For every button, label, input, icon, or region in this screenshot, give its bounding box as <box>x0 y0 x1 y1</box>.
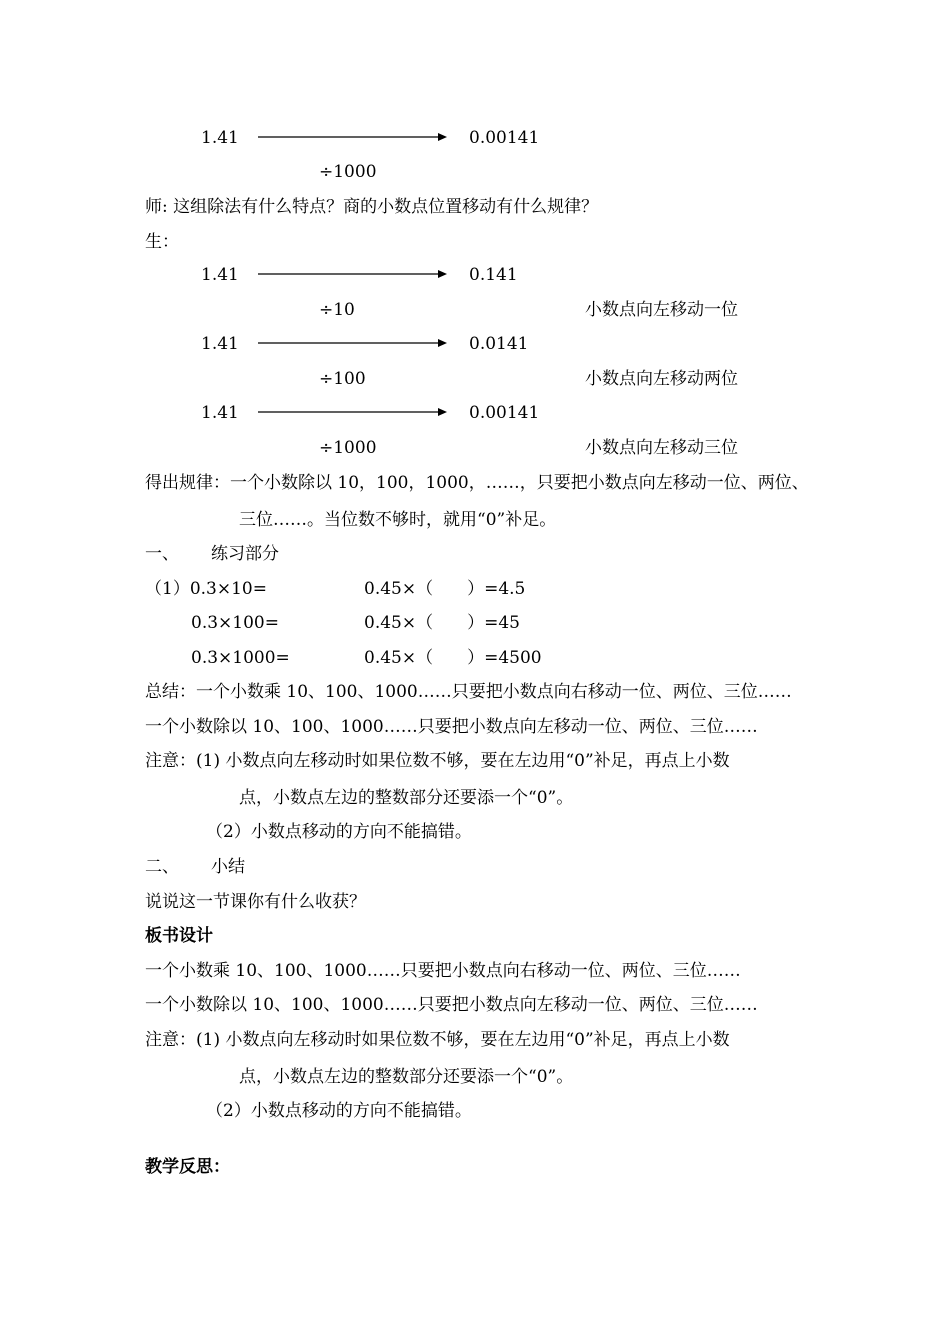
row3-num: 1.41 <box>201 403 239 423</box>
summary-line1: 总结：一个小数乘 10、100、1000……只要把小数点向右移动一位、两位、三位…… <box>145 682 792 702</box>
board-note2: （2）小数点移动的方向不能搞错。 <box>206 1101 472 1121</box>
arrow-right-icon <box>258 407 448 417</box>
row2-result: 0.0141 <box>469 334 529 354</box>
summary-note1a: 注意：(1) 小数点向左移动时如果位数不够，要在左边用“0”补足，再点上小数 <box>145 751 730 771</box>
row1-num: 1.41 <box>201 265 239 285</box>
exercise2-right: 0.45×（ ）=45 <box>364 613 520 633</box>
arrow-right-icon <box>258 338 448 348</box>
reflection-heading: 教学反思： <box>145 1157 230 1177</box>
row1-arrow <box>258 269 448 279</box>
exercise1-right: 0.45×（ ）=4.5 <box>364 579 526 599</box>
summary-question: 说说这一节课你有什么收获？ <box>145 892 366 912</box>
intro-arrow <box>258 132 448 142</box>
row3-note: 小数点向左移动三位 <box>585 438 738 458</box>
rule-line1: 得出规律：一个小数除以 10，100，1000，……，只要把小数点向左移动一位、两位、 <box>145 473 809 493</box>
section-practice-num: 一、 <box>145 544 179 564</box>
board-heading: 板书设计 <box>145 926 213 946</box>
intro-op: ÷1000 <box>319 162 377 182</box>
row3-op: ÷1000 <box>319 438 377 458</box>
exercise2-left: 0.3×100= <box>191 613 279 633</box>
board-note1b: 点，小数点左边的整数部分还要添一个“0”。 <box>239 1067 574 1087</box>
row3-result: 0.00141 <box>469 403 540 423</box>
row1-op: ÷10 <box>319 300 355 320</box>
arrow-right-icon <box>258 132 448 142</box>
summary-note1b: 点，小数点左边的整数部分还要添一个“0”。 <box>239 788 574 808</box>
arrow-right-icon <box>258 269 448 279</box>
row2-note: 小数点向左移动两位 <box>585 369 738 389</box>
intro-result: 0.00141 <box>469 128 540 148</box>
section-summary-num: 二、 <box>145 857 179 877</box>
row3-arrow <box>258 407 448 417</box>
exercise3-left: 0.3×1000= <box>191 648 290 668</box>
row2-arrow <box>258 338 448 348</box>
board-note1a: 注意：(1) 小数点向左移动时如果位数不够，要在左边用“0”补足，再点上小数 <box>145 1030 730 1050</box>
exercise1-left: （1）0.3×10= <box>145 579 267 599</box>
teacher-question: 师: 这组除法有什么特点？商的小数点位置移动有什么规律？ <box>145 197 599 217</box>
board-line1: 一个小数乘 10、100、1000……只要把小数点向右移动一位、两位、三位…… <box>145 961 741 981</box>
summary-note2: （2）小数点移动的方向不能搞错。 <box>206 822 472 842</box>
summary-line2: 一个小数除以 10、100、1000……只要把小数点向左移动一位、两位、三位…… <box>145 717 758 737</box>
section-practice-title: 练习部分 <box>211 544 279 564</box>
student-label: 生： <box>145 232 179 252</box>
intro-num: 1.41 <box>201 128 239 148</box>
exercise3-right: 0.45×（ ）=4500 <box>364 648 542 668</box>
row2-op: ÷100 <box>319 369 366 389</box>
row1-result: 0.141 <box>469 265 518 285</box>
row1-note: 小数点向左移动一位 <box>585 300 738 320</box>
board-line2: 一个小数除以 10、100、1000……只要把小数点向左移动一位、两位、三位…… <box>145 995 758 1015</box>
rule-line2: 三位……。当位数不够时，就用“0”补足。 <box>239 510 557 530</box>
row2-num: 1.41 <box>201 334 239 354</box>
section-summary-title: 小结 <box>211 857 245 877</box>
